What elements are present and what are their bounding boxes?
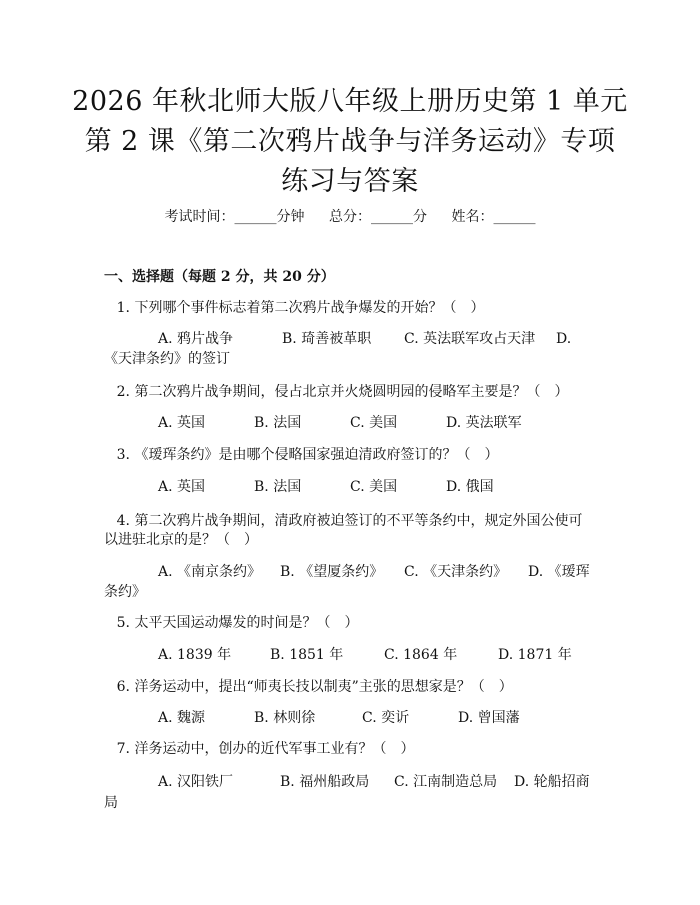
option-d: D. 俄国 <box>446 479 494 495</box>
question-number: 4. <box>116 513 130 529</box>
option-b: B. 林则徐 <box>254 710 316 726</box>
title-line-2: 第 2 课《第二次鸦片战争与洋务运动》专项 <box>84 126 616 157</box>
exam-meta <box>0 206 700 226</box>
option-c: C. 美国 <box>350 415 398 431</box>
question-2 <box>104 377 604 407</box>
question-number: 6. <box>116 679 130 695</box>
option-d-continuation: 《天津条约》的签订 <box>104 351 230 367</box>
option-d: D. 英法联军 <box>446 415 522 431</box>
option-c: C. 英法联军攻占天津 <box>404 331 536 347</box>
question-number: 5. <box>116 615 130 631</box>
exam-name: 姓名：______ <box>451 209 536 225</box>
question-text: 《瑷珲条约》是由哪个侵略国家强迫清政府签订的？（ ） <box>134 447 499 463</box>
option-d: D. <box>556 331 572 347</box>
question-text: 洋务运动中，创办的近代军事工业有？（ ） <box>134 741 415 757</box>
option-a: A. 英国 <box>158 415 206 431</box>
option-b: B. 法国 <box>254 479 302 495</box>
option-d: D. 《瑷珲 <box>528 564 590 580</box>
option-c: C. 美国 <box>350 479 398 495</box>
option-a: A. 英国 <box>158 479 206 495</box>
question-number: 2. <box>116 384 130 400</box>
option-a: A. 《南京条约》 <box>158 564 262 580</box>
question-text: 太平天国运动爆发的时间是？（ ） <box>134 615 359 631</box>
title-line-1: 2026 年秋北师大版八年级上册历史第 1 单元 <box>72 86 628 117</box>
question-1 <box>104 293 604 323</box>
option-c: C. 1864 年 <box>384 647 458 663</box>
question-number: 1. <box>116 300 130 316</box>
question-number: 3. <box>116 447 130 463</box>
option-c: C. 江南制造总局 <box>394 774 498 790</box>
exam-score: 总分：______分 <box>329 209 427 225</box>
option-b: B. 《望厦条约》 <box>280 564 384 580</box>
question-5 <box>104 608 604 638</box>
title-line-3: 练习与答案 <box>281 166 419 197</box>
option-d-continuation: 条约》 <box>104 584 146 600</box>
option-a: A. 汉阳铁厂 <box>158 774 234 790</box>
option-a: A. 鸦片战争 <box>158 331 234 347</box>
question-7 <box>104 734 604 764</box>
option-b: B. 1851 年 <box>270 647 344 663</box>
section-title: 一、选择题（每题 2 分，共 20 分） <box>104 269 335 285</box>
option-b: B. 琦善被革职 <box>282 331 372 347</box>
option-a: A. 魏源 <box>158 710 206 726</box>
question-6 <box>104 672 604 702</box>
option-c: C. 《天津条约》 <box>404 564 508 580</box>
option-b: B. 法国 <box>254 415 302 431</box>
question-number: 7. <box>116 741 130 757</box>
option-d: D. 曾国藩 <box>458 710 520 726</box>
question-text: 第二次鸦片战争期间，侵占北京并火烧圆明园的侵略军主要是？（ ） <box>134 384 569 400</box>
option-b: B. 福州船政局 <box>280 774 370 790</box>
question-text: 第二次鸦片战争期间，清政府被迫签订的不平等条约中，规定外国公使可 <box>134 513 583 529</box>
option-d-continuation: 局 <box>104 795 118 811</box>
option-d: D. 轮船招商 <box>514 774 590 790</box>
question-3 <box>104 440 604 470</box>
option-c: C. 奕䜣 <box>362 710 410 726</box>
option-d: D. 1871 年 <box>498 647 572 663</box>
question-text: 洋务运动中，提出“师夷长技以制夷”主张的思想家是？（ ） <box>134 679 513 695</box>
option-a: A. 1839 年 <box>158 647 232 663</box>
question-text: 下列哪个事件标志着第二次鸦片战争爆发的开始？（ ） <box>134 300 485 316</box>
exam-time: 考试时间：______分钟 <box>164 209 305 225</box>
question-4-text-continuation: 以进驻北京的是？（ ） <box>104 532 258 548</box>
